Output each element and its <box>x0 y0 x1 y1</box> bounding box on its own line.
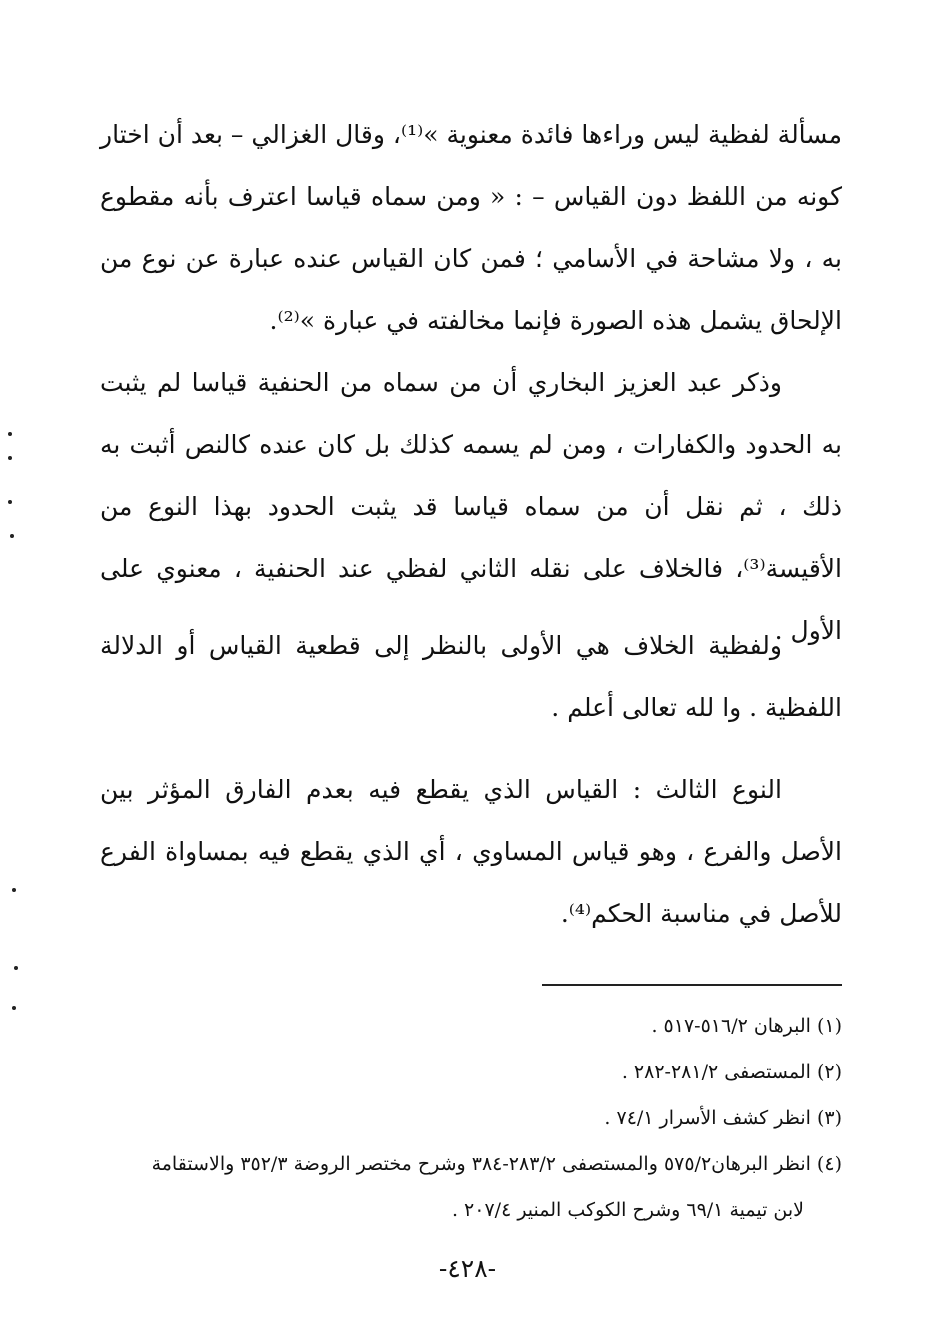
paragraph-1-text: مسألة لفظية ليس وراءها فائدة معنوية »⁽¹⁾، وقال الغزالي – بعد أن اختار كونه من اللفظ دون القياس – : « ومن سماه قياسا اعترف بأنه مقطوع به ، ولا مشاحة في الأسامي ؛ فمن كان القياس عنده عبارة عن نوع من الإلحاق يشمل هذه الصورة فإنما مخالفته في عبارة »⁽²⁾. <box>100 120 842 335</box>
paragraph-3 <box>100 615 842 739</box>
scan-speck <box>10 534 14 538</box>
paragraph-2-text: وذكر عبد العزيز البخاري أن من سماه من الحنفية قياسا لم يثبت به الحدود والكفارات ، ومن لم يسمه كذلك بل كان عنده كالنص أثبت به ذلك ، ثم نقل أن من سماه قياسا قد يثبت الحدود بهذا النوع من الأقيسة⁽³⁾، فالخلاف على نقله الثاني لفظي عند الحنفية ، معنوي على الأول . <box>100 368 842 645</box>
scan-speck <box>8 432 12 436</box>
footnote-4-continued: لابن تيمية ٦٩/١ وشرح الكوكب المنير ٢٠٧/٤ . <box>451 1199 804 1221</box>
page-number: -٤٢٨- <box>438 1254 497 1283</box>
footnotes <box>100 1003 842 1233</box>
footnote-2: (٢) المستصفى ٢٨١/٢-٢٨٢ . <box>621 1061 842 1083</box>
footnote-1: (١) البرهان ٥١٦/٢-٥١٧ . <box>651 1015 842 1037</box>
footnote-separator <box>542 984 842 986</box>
footnote-3: (٣) انظر كشف الأسرار ٧٤/١ . <box>604 1107 842 1129</box>
scan-speck <box>12 1006 16 1010</box>
scan-speck <box>8 500 12 504</box>
paragraph-4-text: النوع الثالث : القياس الذي يقطع فيه بعدم الفارق المؤثر بين الأصل والفرع ، وهو قياس المساوي ، أي الذي يقطع فيه بمساواة الفرع للأصل في مناسبة الحكم⁽⁴⁾. <box>100 775 842 928</box>
paragraph-4 <box>100 759 842 945</box>
scan-speck <box>8 456 12 460</box>
scan-speck <box>14 966 18 970</box>
paragraph-1 <box>100 104 842 352</box>
footnote-4: (٤) انظر البرهان٥٧٥/٢ والمستصفى ٢٨٣/٢-٣٨٤ وشرح مختصر الروضة ٣٥٢/٣ والاستقامة <box>151 1153 842 1175</box>
paragraph-3-text: ولفظية الخلاف هي الأولى بالنظر إلى قطعية القياس أو الدلالة اللفظية . وا لله تعالى أعلم . <box>100 631 842 722</box>
scan-speck <box>12 888 16 892</box>
